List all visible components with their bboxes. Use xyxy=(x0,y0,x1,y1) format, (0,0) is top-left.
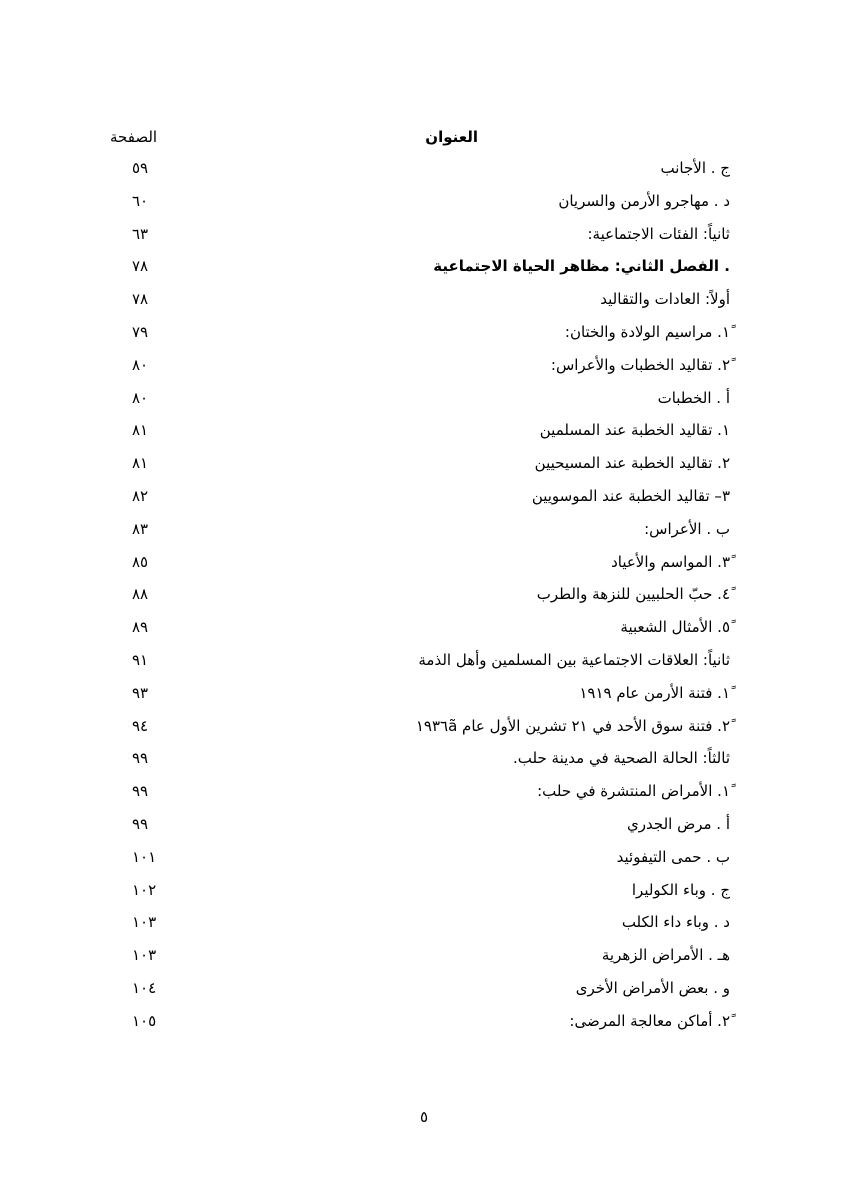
toc-entry-page: ٦٣ xyxy=(132,224,149,243)
toc-entry-page: ٩٤ xyxy=(132,716,149,735)
toc-entry-page: ٨٢ xyxy=(132,486,149,505)
toc-entry-page: ٩١ xyxy=(132,650,149,669)
toc-entry xyxy=(110,192,730,225)
toc-entry-title: ثالثاً: الحالة الصحية في مدينة حلب. xyxy=(513,749,730,768)
toc-entry-title: ً٤. حبّ الحلبيين للنزهة والطرب xyxy=(536,585,730,604)
toc-entry xyxy=(110,684,730,717)
toc-entry-page: ١٠١ xyxy=(132,847,157,866)
toc-entry xyxy=(110,782,730,815)
toc-entry xyxy=(110,979,730,1012)
toc-entry-page: ٧٨ xyxy=(132,257,149,276)
toc-header xyxy=(110,128,730,152)
toc-entry-title: ثانياً: العلاقات الاجتماعية بين المسلمين وأهل الذمة xyxy=(418,650,730,669)
toc-entry xyxy=(110,323,730,356)
toc-entry-title: ً٢. فتنة سوق الأحد في ٢١ تشرين الأول عام ١٩٣٦ã xyxy=(415,716,730,735)
toc-entry-title: ٣– تقاليد الخطبة عند الموسويين xyxy=(531,486,730,505)
toc-entry-page: ٨٣ xyxy=(132,519,149,538)
toc-entry xyxy=(110,421,730,454)
toc-entry-page: ١٠٣ xyxy=(132,946,157,965)
toc-entry-title: هـ . الأمراض الزهرية xyxy=(601,946,730,965)
toc-entry-page: ١٠٢ xyxy=(132,880,157,899)
toc-entry-title: . الفصل الثاني: مظاهر الحياة الاجتماعية xyxy=(433,257,730,276)
toc-entry-page: ٩٩ xyxy=(132,782,149,801)
toc-entry xyxy=(110,553,730,586)
toc-title-column-header: العنوان xyxy=(425,128,478,146)
toc-entry-page: ٨٠ xyxy=(132,355,149,374)
toc-entry-title: ً١. فتنة الأرمن عام ١٩١٩ xyxy=(579,683,730,702)
toc-entry-title: أ . الخطبات xyxy=(657,388,730,407)
page-number: ٥ xyxy=(419,1108,429,1126)
toc-entry xyxy=(110,815,730,848)
toc-entry xyxy=(110,651,730,684)
toc-entry-title: ٢. تقاليد الخطبة عند المسيحيين xyxy=(534,454,730,473)
toc-entry-page: ٩٩ xyxy=(132,749,149,768)
toc-entry-title: ً١. مراسيم الولادة والختان: xyxy=(564,322,730,341)
toc-entry-page: ٧٨ xyxy=(132,290,149,309)
toc-entry-page: ١٠٤ xyxy=(132,978,157,997)
toc-entry-title: ً٢. تقاليد الخطبات والأعراس: xyxy=(550,355,730,374)
toc-entry xyxy=(110,946,730,979)
toc-entry xyxy=(110,487,730,520)
toc-entry-title: أولاً: العادات والتقاليد xyxy=(600,290,730,309)
toc-entry-page: ٨٠ xyxy=(132,388,149,407)
toc-entry-page: ٨٩ xyxy=(132,618,149,637)
toc-entry-page: ٨٥ xyxy=(132,552,149,571)
toc-entry-page: ٧٩ xyxy=(132,322,149,341)
toc-entry-title: ب . الأعراس: xyxy=(644,519,730,538)
toc-entry-title: ب . حمى التيفوئيد xyxy=(616,847,730,866)
toc-entry-page: ١٠٥ xyxy=(132,1011,157,1030)
toc-entry xyxy=(110,585,730,618)
toc-entry-title: د . وباء داء الكلب xyxy=(621,913,730,932)
toc-entry-page: ٨١ xyxy=(132,421,149,440)
table-of-contents xyxy=(110,159,730,1045)
toc-entry xyxy=(110,520,730,553)
toc-entry-title: ج . وباء الكوليرا xyxy=(631,880,730,899)
toc-entry-title: أ . مرض الجدري xyxy=(627,814,730,833)
toc-entry-title: د . مهاجرو الأرمن والسريان xyxy=(558,191,730,210)
toc-entry-page: ٨٨ xyxy=(132,585,149,604)
toc-entry xyxy=(110,749,730,782)
toc-entry xyxy=(110,356,730,389)
toc-entry xyxy=(110,913,730,946)
toc-entry-page: ٩٣ xyxy=(132,683,149,702)
toc-entry-page: ٥٩ xyxy=(132,159,149,177)
toc-entry xyxy=(110,290,730,323)
toc-entry xyxy=(110,454,730,487)
toc-entry-title: ً٥. الأمثال الشعبية xyxy=(620,618,730,637)
toc-entry xyxy=(110,881,730,914)
toc-entry xyxy=(110,389,730,422)
toc-page-column-header: الصفحة xyxy=(110,128,158,146)
toc-entry xyxy=(110,225,730,258)
toc-entry xyxy=(110,257,730,290)
toc-entry xyxy=(110,848,730,881)
toc-entry-title: ً١. الأمراض المنتشرة في حلب: xyxy=(537,782,730,801)
toc-entry-title: ج . الأجانب xyxy=(660,159,730,177)
toc-entry-title: ً٣. المواسم والأعياد xyxy=(611,552,730,571)
toc-entry-title: و . بعض الأمراض الأخرى xyxy=(575,978,730,997)
toc-entry xyxy=(110,159,730,192)
toc-entry-page: ٦٠ xyxy=(132,191,149,210)
toc-entry xyxy=(110,618,730,651)
toc-entry-title: ً٢. أماكن معالجة المرضى: xyxy=(569,1011,730,1030)
toc-entry xyxy=(110,1012,730,1045)
toc-entry-title: ثانياً: الفئات الاجتماعية: xyxy=(587,224,730,243)
toc-entry xyxy=(110,717,730,750)
toc-entry-title: ١. تقاليد الخطبة عند المسلمين xyxy=(539,421,730,440)
toc-entry-page: ٩٩ xyxy=(132,814,149,833)
toc-entry-page: ١٠٣ xyxy=(132,913,157,932)
toc-entry-page: ٨١ xyxy=(132,454,149,473)
